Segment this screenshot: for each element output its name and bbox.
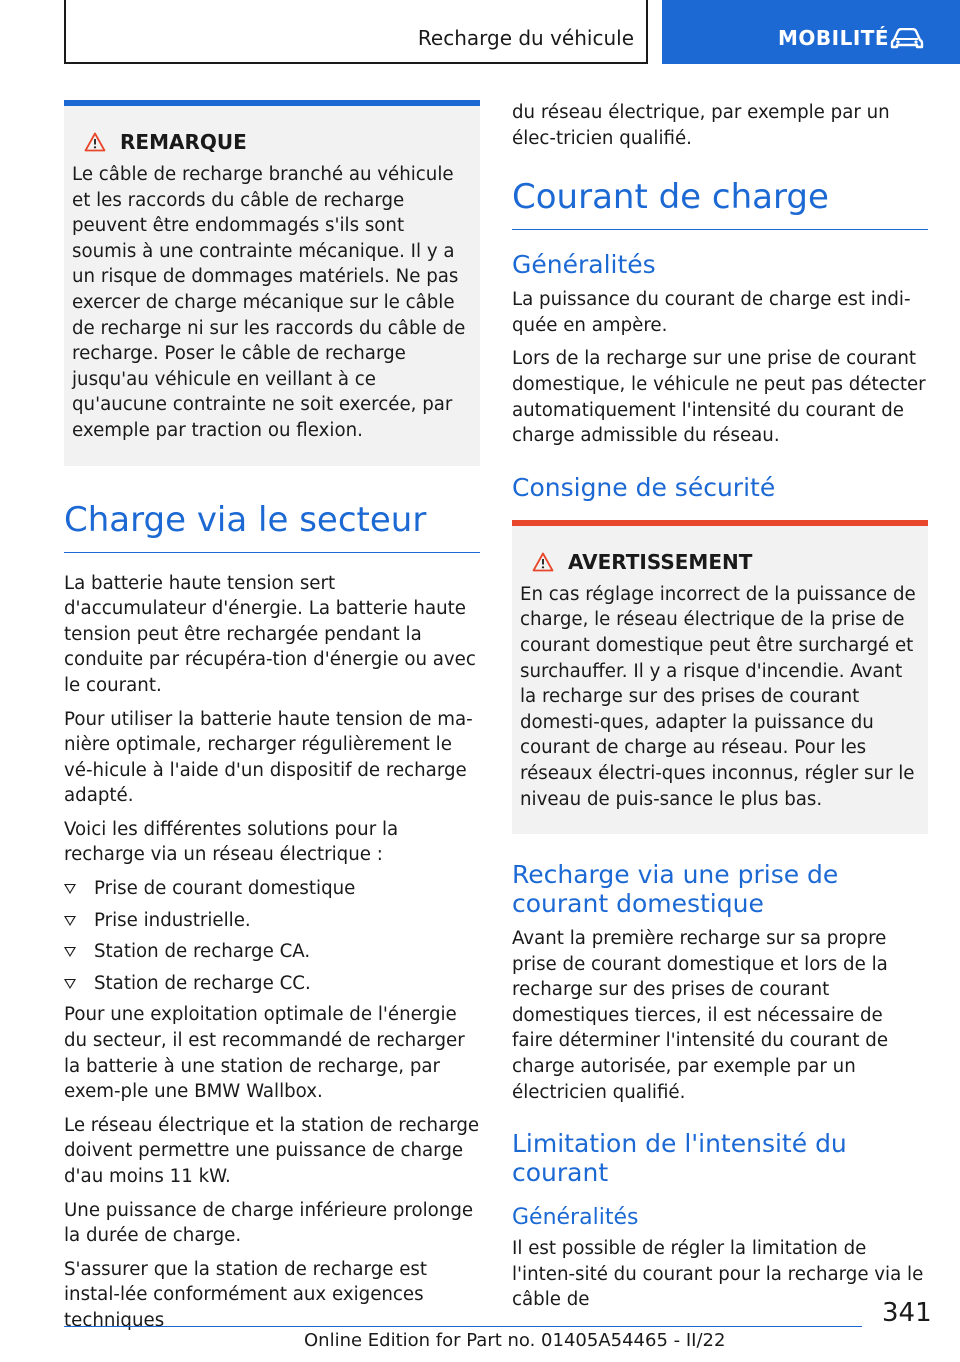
footer-divider — [64, 1326, 862, 1327]
footer-edition-text: Online Edition for Part no. 01405A54465 - II/22 — [304, 1330, 726, 1351]
warning-icon — [532, 552, 554, 572]
car-icon — [890, 28, 924, 50]
section-heading-charge-secteur: Charge via le secteur — [64, 500, 480, 553]
paragraph: Pour utiliser la batterie haute tension de ma-nière optimale, recharger régulièrement le vé-hicule à l'aide d'un dispositif de recharge adapté. — [64, 708, 473, 807]
right-column — [512, 100, 928, 1321]
header-chapter-title: MOBILITÉ — [778, 26, 890, 50]
paragraph: Voici les différentes solutions pour la recharge via un réseau électrique : — [64, 818, 399, 866]
warning-title-row — [532, 550, 920, 574]
warning-callout — [512, 520, 928, 834]
paragraph: Lors de la recharge sur une prise de courant domestique, le véhicule ne peut pas détecter automatiquement l'intensité du courant de charge admissible du réseau. — [512, 348, 926, 447]
header-chapter-tab — [662, 0, 960, 64]
subheading-generalites-2: Généralités — [512, 1205, 639, 1231]
paragraph: Avant la première recharge sur sa propre prise de courant domestique et lors de la recharge sur des prises de courant domestiques tierces, il est nécessaire de faire déterminer l'intensité du courant de charge autorisée, par exemple par un électricien qualifié. — [512, 928, 889, 1103]
list-item: Station de recharge CA. — [64, 939, 480, 965]
paragraph: Le réseau électrique et la station de recharge doivent permettre une puissance de charge d'au moins 11 kW. — [64, 1114, 480, 1187]
paragraph: S'assurer que la station de recharge est instal-lée conformément aux exigences techniques — [64, 1258, 428, 1331]
paragraph: du réseau électrique, par exemple par un élec-tricien qualifié. — [512, 102, 890, 149]
charging-options-list — [64, 876, 480, 996]
triangle-bullet-icon — [64, 979, 76, 989]
remark-text: Le câble de recharge branché au véhicule et les raccords du câble de recharge peuvent être endommagés s'ils sont soumis à une contrainte mécanique. Il y a un risque de dommages matériels. Ne pas exercer de charge mécanique sur le câble de recharge ni sur les raccords du câble de recharge. Poser le câble de recharge jusqu'au véhicule en veillant à ce qu'aucune contrainte ne soit exercée, par exemple par traction ou flexion. — [72, 164, 466, 441]
warning-title: AVERTISSEMENT — [568, 549, 753, 574]
list-item: Prise industrielle. — [64, 908, 480, 934]
left-column — [64, 100, 480, 1342]
warning-icon — [84, 132, 106, 152]
section-heading-courant-charge: Courant de charge — [512, 177, 928, 230]
warning-text: En cas réglage incorrect de la puissance de charge, le réseau électrique de la prise de courant domestique peut être surchargé et surchauffer. Il y a risque d'incendie. Avant la recharge sur des prises de courant domesti-ques, adapter la puissance du courant de charge au réseau. Pour les réseaux électri-ques inconnus, régler sur le niveau de puis-sance le plus bas. — [520, 583, 916, 810]
triangle-bullet-icon — [64, 916, 76, 926]
subheading-recharge-prise-domestique: Recharge via une prise de courant domestique — [512, 860, 839, 919]
page-number: 341 — [882, 1298, 932, 1328]
paragraph: Pour une exploitation optimale de l'énergie du secteur, il est recommandé de recharger la batterie à une station de recharge, par exem-ple une BMW Wallbox. — [64, 1004, 465, 1103]
remark-title-row — [84, 130, 472, 154]
paragraph: Il est possible de régler la limitation de l'inten-sité du courant pour la recharge via le câble de — [512, 1238, 924, 1311]
paragraph: La puissance du courant de charge est indi-quée en ampère. — [512, 289, 911, 336]
subheading-limitation-intensite: Limitation de l'intensité du courant — [512, 1129, 847, 1188]
subheading-consigne-securite: Consigne de sécurité — [512, 472, 776, 502]
remark-callout — [64, 100, 480, 466]
triangle-bullet-icon — [64, 947, 76, 957]
paragraph: Une puissance de charge inférieure prolonge la durée de charge. — [64, 1199, 474, 1247]
list-item: Prise de courant domestique — [64, 876, 480, 902]
list-item: Station de recharge CC. — [64, 971, 480, 997]
triangle-bullet-icon — [64, 884, 76, 894]
paragraph: La batterie haute tension sert d'accumulateur d'énergie. La batterie haute tension peut être rechargée pendant la conduite par récupéra-tion d'énergie ou avec le courant. — [64, 572, 476, 696]
header-section-title: Recharge du véhicule — [417, 26, 634, 50]
remark-title: REMARQUE — [120, 130, 247, 154]
subheading-generalites: Généralités — [512, 250, 656, 280]
